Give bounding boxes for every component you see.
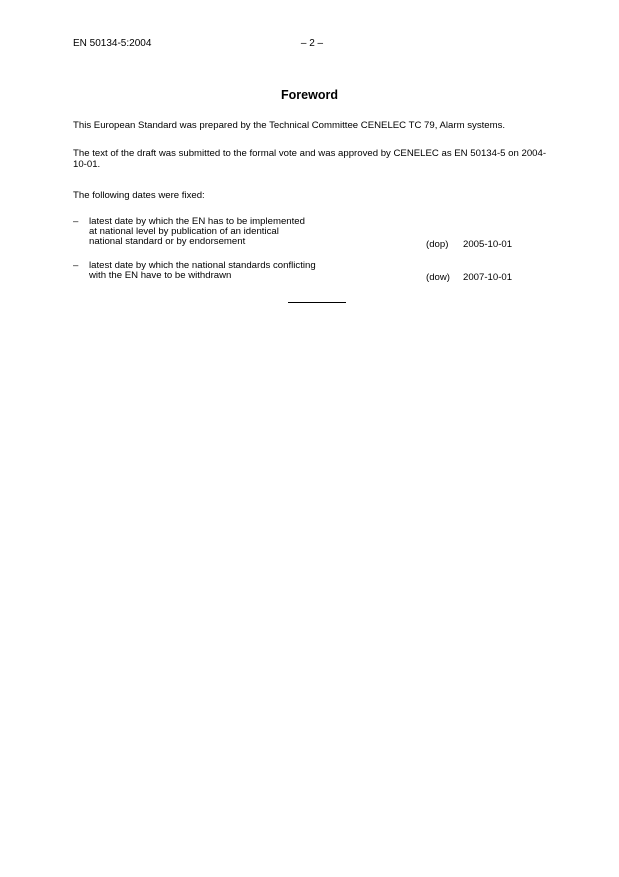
foreword-paragraph-2: The text of the draft was submitted to the formal vote and was approved by CENELEC as EN 50134-5 on 2004-10-01. bbox=[73, 148, 547, 170]
description-line: latest date by which the EN has to be implemented bbox=[89, 216, 305, 227]
date-value: 2007-10-01 bbox=[463, 272, 513, 283]
page-number: – 2 – bbox=[300, 38, 324, 49]
description-line: at national level by publication of an identical bbox=[89, 226, 279, 237]
date-abbreviation: (dow) bbox=[426, 272, 450, 283]
document-id: EN 50134-5:2004 bbox=[73, 38, 152, 49]
end-rule bbox=[288, 302, 346, 303]
date-value: 2005-10-01 bbox=[463, 239, 513, 250]
foreword-paragraph-1: This European Standard was prepared by the Technical Committee CENELEC TC 79, Alarm systems. bbox=[73, 120, 506, 131]
date-item-description bbox=[89, 217, 429, 247]
foreword-paragraph-3: The following dates were fixed: bbox=[73, 190, 205, 201]
description-line: national standard or by endorsement bbox=[89, 236, 246, 247]
date-item-description bbox=[89, 261, 429, 281]
description-line: with the EN have to be withdrawn bbox=[89, 270, 232, 281]
list-bullet: – bbox=[73, 260, 79, 271]
list-bullet: – bbox=[73, 216, 79, 227]
date-abbreviation: (dop) bbox=[426, 239, 449, 250]
page-title: Foreword bbox=[281, 88, 338, 102]
description-line: latest date by which the national standards conflicting bbox=[89, 260, 316, 271]
